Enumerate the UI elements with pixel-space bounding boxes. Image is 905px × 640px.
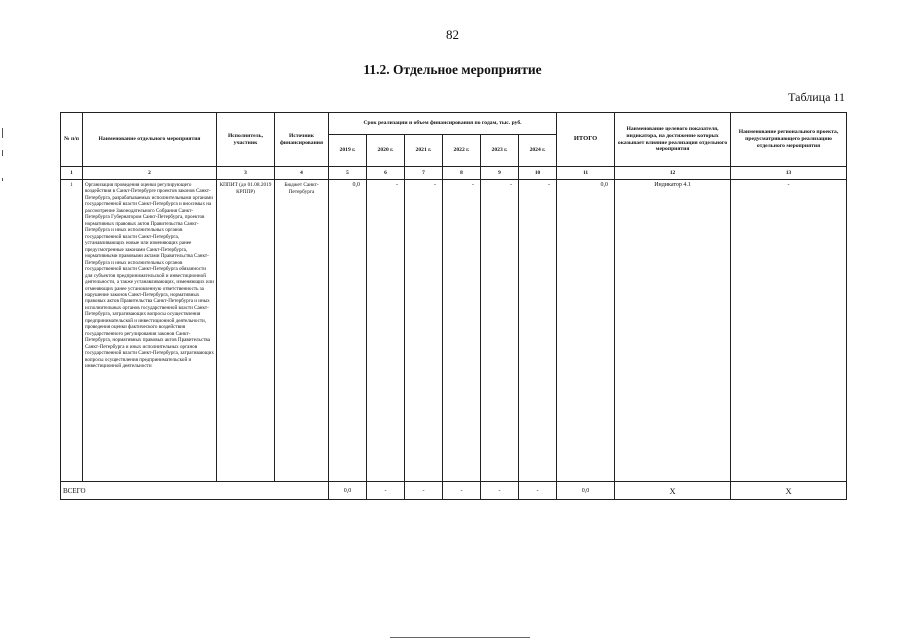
column-number: 9 <box>481 167 519 180</box>
financing-table <box>60 112 847 500</box>
row-year-value: 0,0 <box>329 180 367 482</box>
column-number: 12 <box>615 167 731 180</box>
column-number: 3 <box>217 167 275 180</box>
total-year-value: - <box>367 482 405 500</box>
column-number-row <box>61 167 847 180</box>
header-row <box>61 113 847 135</box>
total-label: ВСЕГО <box>61 482 329 500</box>
column-number: 8 <box>443 167 481 180</box>
header-regional: Наименование регионального проекта, предусматривающего реализацию отдельного мероприятия <box>731 113 847 167</box>
table-row <box>61 180 847 482</box>
total-indicator: X <box>615 482 731 500</box>
header-year: 2020 г. <box>367 135 405 167</box>
total-year-value: - <box>519 482 557 500</box>
column-number: 2 <box>83 167 217 180</box>
total-year-value: 0,0 <box>329 482 367 500</box>
scan-margin-mark <box>2 150 3 156</box>
header-executor: Исполнитель, участник <box>217 113 275 167</box>
header-period-group: Срок реализации и объем финансирования по годам, тыс. руб. <box>329 113 557 135</box>
header-year: 2022 г. <box>443 135 481 167</box>
scan-margin-mark <box>2 128 3 138</box>
column-number: 11 <box>557 167 615 180</box>
header-name: Наименование отдельного мероприятия <box>83 113 217 167</box>
header-year: 2023 г. <box>481 135 519 167</box>
scan-margin-mark <box>2 178 3 181</box>
column-number: 7 <box>405 167 443 180</box>
row-year-value: - <box>519 180 557 482</box>
column-number: 5 <box>329 167 367 180</box>
total-year-value: - <box>443 482 481 500</box>
header-year: 2024 г. <box>519 135 557 167</box>
row-total: 0,0 <box>557 180 615 482</box>
row-name: Организация проведения оценки регулирующего воздействия в Санкт-Петербурге проектов законов Санкт-Петербурга, разрабатываемых исполнительными органами государственной власти Санкт-Петербурга и вносимых на рассмотрение Законодательного Собрания Санкт-Петербурга Губернатором Санкт-Петербурга, проектов нормативных правовых актов Правительства Санкт-Петербурга и иных исполнительных органов государственной власти Санкт-Петербурга, устанавливающих новые или изменяющих ранее предусмотренные законами Санкт-Петербурга, нормативными правовыми актами Правительства Санкт-Петербурга и иных исполнительных органов государственной власти Санкт-Петербурга обязанности для субъектов предпринимательской и инвестиционной деятельности, а также устанавливающих, изменяющих или отменяющих ранее установленную ответственность за нарушение законов Санкт-Петербурга, нормативных правовых актов Правительства Санкт-Петербурга и иных исполнительных органов государственной власти Санкт-Петербурга, затрагивающих вопросы осуществления предпринимательской и инвестиционной деятельности, проведения оценки фактического воздействия государственного регулирования законов Санкт-Петербурга, нормативных правовых актов Правительства Санкт-Петербурга и иных исполнительных органов государственной власти Санкт-Петербурга, затрагивающих вопросы осуществления предпринимательской и инвестиционной деятельности <box>83 180 217 482</box>
row-source: Бюджет Санкт-Петербурга <box>275 180 329 482</box>
row-year-value: - <box>405 180 443 482</box>
total-regional: X <box>731 482 847 500</box>
column-number: 1 <box>61 167 83 180</box>
column-number: 13 <box>731 167 847 180</box>
header-indicator: Наименование целевого показателя, индикатора, на достижение которых оказывает влияние реализация отдельного мероприятия <box>615 113 731 167</box>
page-number: 82 <box>446 27 459 42</box>
total-row <box>61 482 847 500</box>
row-indicator: Индикатор 4.1 <box>615 180 731 482</box>
header-source: Источник финансирования <box>275 113 329 167</box>
total-sum: 0,0 <box>557 482 615 500</box>
row-num: 1 <box>61 180 83 482</box>
row-executor: КППИТ (до 01.08.2019 КРППР) <box>217 180 275 482</box>
header-num: № п/п <box>61 113 83 167</box>
header-year: 2019 г. <box>329 135 367 167</box>
row-year-value: - <box>367 180 405 482</box>
row-regional: - <box>731 180 847 482</box>
column-number: 10 <box>519 167 557 180</box>
table-label: Таблица 11 <box>788 90 845 104</box>
header-year: 2021 г. <box>405 135 443 167</box>
header-total: ИТОГО <box>557 113 615 167</box>
row-year-value: - <box>443 180 481 482</box>
column-number: 6 <box>367 167 405 180</box>
column-number: 4 <box>275 167 329 180</box>
total-year-value: - <box>405 482 443 500</box>
row-year-value: - <box>481 180 519 482</box>
section-title: 11.2. Отдельное мероприятие <box>363 62 542 77</box>
scan-bottom-line <box>390 637 530 638</box>
total-year-value: - <box>481 482 519 500</box>
